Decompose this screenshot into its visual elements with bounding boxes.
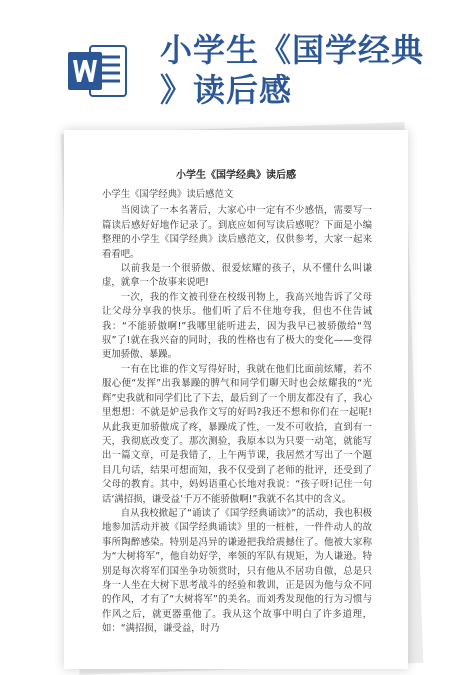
document-subtitle: 小学生《国学经典》读后感范文 (102, 189, 234, 200)
paragraph: 一次，我的作文被刊登在校级刊物上，我高兴地告诉了父母让父母分享我的快乐。他们听了后不住地夸我，但也不住告诫我：“不能骄傲啊!”我哪里能听进去，因为我早已被骄傲给“驾驭”了!就在我兴奋的同时，我的性格也有了极大的变化——变得更加骄傲、暴躁。 (102, 291, 372, 361)
document-page (64, 130, 408, 669)
banner (0, 0, 474, 118)
paragraph: 自从我校掀起了“诵读了《国学经典诵读》”的活动，我也积极地参加活动并被《国学经典诵读》里的一桩桩，一件件动人的故事所陶醉感染。特别是冯异的谦逊把我给震撼住了。他被大家称为“大树将军”，他自幼好学，率领的军队有规矩，为人谦逊。特别是每次将军们国坐争功领赏时，只有他从不居功自傲，总是只身一人坐在大树下思考战斗的经验和教训，正是因为他与众不同的作风，才有了“大树将军”的美名。而刘秀发现他的行为习惯与作风之后，就更器重他了。我从这个故事中明白了许多道理，如：“满招损，谦受益，时乃 (102, 507, 372, 635)
banner-title: 小学生《国学经典 》读后感 (160, 31, 425, 109)
paragraph: 以前我是一个很骄傲、很爱炫耀的孩子，从不懂什么叫谦虚，就拿一个故事来说吧! (102, 263, 372, 289)
paragraph: 一有在比谁的作文写得好时，我就在他们比面前炫耀，若不服心便“发挥”出我暴躁的脾气和同学们聊天时也会炫耀我的“光辉”史我就和同学们比了下去，最后到了一个朋友都没有了，我心里想想：不就是妒忌我作文写的好吗?我还不想和你们在一起呢!从此我更加骄傲成了疼，暴躁成了性，一发不可收拾，直到有一天，我彻底改变了。那次测验，我原本以为只要一动笔，就能写出一篇文章，可是我错了，上午两节课，我居然才写出了一个题目几句话，结果可想而知，我不仅受到了老师的批评，还受到了父母的教育。其中，妈妈语重心长地对我说：“孩子呀!记住一句话‘满招损，谦受益’千万不能骄傲啊!”我就不名其中的含义。 (102, 363, 372, 505)
document-title: 小学生《国学经典》读后感 (176, 170, 296, 181)
word-document-icon (66, 40, 128, 102)
paragraph: 当阅读了一本名著后，大家心中一定有不少感悟，需要写一篇读后感好好地作记录了。到底应如何写读后感呢？下面是小编整理的小学生《国学经典》读后感范文，仅供参考，大家一起来看看吧。 (102, 205, 372, 260)
document-body (102, 188, 372, 637)
